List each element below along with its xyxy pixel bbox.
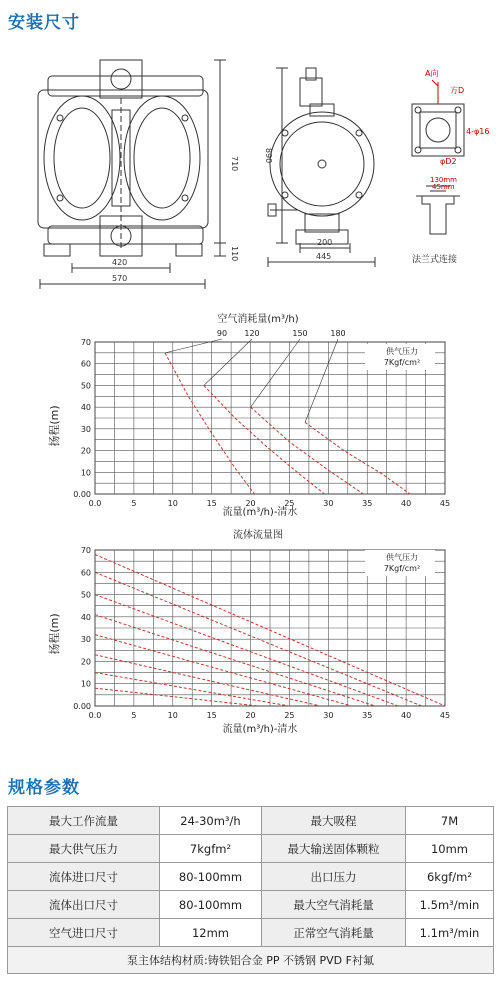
spec-value: 12mm bbox=[160, 919, 262, 947]
spec-label: 最大空气消耗量 bbox=[262, 891, 406, 919]
dim-label-710: 710 bbox=[230, 156, 239, 172]
air-consumption-label: 150 bbox=[292, 329, 308, 338]
chart1-ylabel: 扬程(m) bbox=[48, 405, 61, 447]
y-tick-label: 0.00 bbox=[73, 702, 91, 711]
x-tick-label: 40 bbox=[401, 711, 412, 720]
table-row bbox=[8, 919, 494, 947]
y-tick-label: 60 bbox=[80, 359, 91, 369]
x-tick-label: 10 bbox=[167, 711, 178, 720]
spec-value: 7M bbox=[406, 807, 494, 835]
front-view-drawing bbox=[38, 60, 226, 289]
chart2-title: 流体流量图 bbox=[233, 530, 283, 541]
y-tick-label: 10 bbox=[80, 679, 91, 689]
flange-dim-45: 45mm bbox=[432, 183, 455, 191]
spec-label: 最大供气压力 bbox=[8, 835, 160, 863]
y-tick-label: 60 bbox=[80, 568, 91, 578]
x-tick-label: 20 bbox=[245, 711, 256, 720]
chart2-legend-label: 供气压力 bbox=[386, 553, 418, 562]
y-tick-label: 0.00 bbox=[73, 490, 91, 499]
spec-value: 1.5m³/min bbox=[406, 891, 494, 919]
table-row bbox=[8, 891, 494, 919]
air-consumption-chart bbox=[0, 308, 500, 523]
spec-label: 最大吸程 bbox=[262, 807, 406, 835]
series-line bbox=[95, 635, 352, 706]
air-consumption-label: 120 bbox=[244, 329, 260, 338]
chart1-legend-label: 供气压力 bbox=[386, 347, 418, 356]
chart2-ylabel: 扬程(m) bbox=[48, 613, 61, 655]
air-consumption-label: 180 bbox=[330, 329, 346, 338]
x-tick-label: 25 bbox=[284, 499, 295, 508]
dim-label-110: 110 bbox=[230, 246, 239, 262]
chart1-title: 空气消耗量(m³/h) bbox=[217, 314, 299, 325]
spec-value: 80-100mm bbox=[160, 891, 262, 919]
x-tick-label: 20 bbox=[245, 499, 256, 508]
x-tick-label: 35 bbox=[362, 711, 373, 720]
chart1-yticks bbox=[73, 338, 91, 499]
dim-label-445: 445 bbox=[316, 252, 332, 261]
x-tick-label: 0.0 bbox=[88, 499, 102, 508]
air-consumption-leader bbox=[251, 339, 300, 407]
x-tick-label: 25 bbox=[284, 711, 295, 720]
install-section-title: 安装尺寸 bbox=[8, 13, 80, 33]
flange-label-d: 方D bbox=[450, 86, 465, 95]
chart2-xlabel: 流量(m³/h)-清水 bbox=[222, 724, 298, 735]
y-tick-label: 20 bbox=[80, 657, 91, 667]
y-tick-label: 30 bbox=[80, 424, 91, 434]
flange-caption: 法兰式连接 bbox=[412, 255, 458, 265]
spec-label: 空气进口尺寸 bbox=[8, 919, 160, 947]
x-tick-label: 0.0 bbox=[88, 711, 102, 720]
x-tick-label: 40 bbox=[401, 499, 412, 508]
x-tick-label: 15 bbox=[206, 711, 217, 720]
spec-label: 最大输送固体颗粒 bbox=[262, 835, 406, 863]
chart2-yticks bbox=[73, 546, 91, 711]
y-tick-label: 10 bbox=[80, 468, 91, 478]
air-consumption-label: 90 bbox=[216, 329, 228, 338]
series-line bbox=[165, 353, 254, 494]
x-tick-label: 5 bbox=[131, 499, 137, 508]
x-tick-label: 5 bbox=[131, 711, 137, 720]
dim-label-200: 200 bbox=[317, 238, 333, 247]
x-tick-label: 30 bbox=[323, 711, 334, 720]
chart1-xlabel: 流量(m³/h)-清水 bbox=[222, 507, 298, 518]
x-tick-label: 45 bbox=[439, 499, 451, 508]
spec-value: 80-100mm bbox=[160, 863, 262, 891]
dim-label-890: 890 bbox=[264, 148, 273, 164]
fluid-flow-chart bbox=[0, 526, 500, 738]
flange-label-d2: φD2 bbox=[440, 157, 457, 166]
series-line bbox=[95, 655, 321, 706]
flange-dim-130: 130mm bbox=[430, 176, 457, 184]
air-consumption-leader bbox=[305, 339, 338, 422]
chart1-legend-unit: 7Kgf/cm² bbox=[383, 358, 421, 367]
chart2-xticks bbox=[89, 711, 450, 720]
dim-label-420: 420 bbox=[112, 258, 128, 267]
table-row bbox=[8, 863, 494, 891]
air-consumption-leader bbox=[165, 339, 222, 353]
spec-label: 正常空气消耗量 bbox=[262, 919, 406, 947]
x-tick-label: 45 bbox=[439, 711, 451, 720]
installation-drawings bbox=[0, 38, 500, 300]
spec-value: 1.1m³/min bbox=[406, 919, 494, 947]
spec-table bbox=[7, 806, 494, 974]
spec-label: 流体进口尺寸 bbox=[8, 863, 160, 891]
y-tick-label: 50 bbox=[80, 381, 91, 391]
flange-label-hole: 4-φ16 bbox=[466, 127, 490, 136]
y-tick-label: 30 bbox=[80, 635, 91, 645]
y-tick-label: 40 bbox=[80, 403, 91, 413]
spec-footer-materials: 泵主体结构材质:铸铁铝合金 PP 不锈钢 PVD F衬氟 bbox=[8, 947, 494, 974]
series-line bbox=[95, 688, 258, 706]
y-tick-label: 70 bbox=[80, 546, 91, 555]
flange-label-a: A向 bbox=[425, 69, 439, 78]
x-tick-label: 15 bbox=[206, 499, 217, 508]
chart1-series bbox=[165, 353, 410, 494]
spec-label: 流体出口尺寸 bbox=[8, 891, 160, 919]
dim-label-570: 570 bbox=[112, 274, 128, 283]
specs-section-title: 规格参数 bbox=[8, 778, 80, 798]
spec-value: 10mm bbox=[406, 835, 494, 863]
chart2-legend-unit: 7Kgf/cm² bbox=[383, 564, 421, 573]
x-tick-label: 35 bbox=[362, 499, 373, 508]
x-tick-label: 10 bbox=[167, 499, 178, 508]
spec-label: 最大工作流量 bbox=[8, 807, 160, 835]
table-row bbox=[8, 835, 494, 863]
spec-value: 24-30m³/h bbox=[160, 807, 262, 835]
y-tick-label: 50 bbox=[80, 590, 91, 600]
y-tick-label: 70 bbox=[80, 338, 91, 347]
table-row bbox=[8, 947, 494, 974]
air-consumption-leader bbox=[204, 339, 252, 385]
y-tick-label: 40 bbox=[80, 612, 91, 622]
spec-value: 7kgfm² bbox=[160, 835, 262, 863]
x-tick-label: 30 bbox=[323, 499, 334, 508]
spec-label: 出口压力 bbox=[262, 863, 406, 891]
y-tick-label: 20 bbox=[80, 446, 91, 456]
spec-value: 6kgf/m² bbox=[406, 863, 494, 891]
table-row bbox=[8, 807, 494, 835]
